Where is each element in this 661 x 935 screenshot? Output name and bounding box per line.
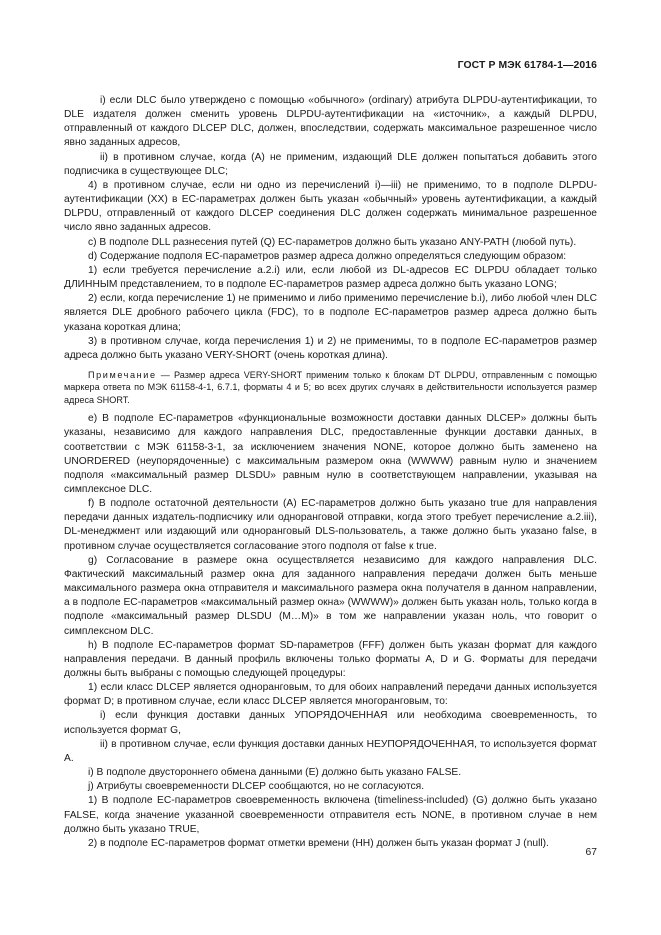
body-paragraph: h) В подполе EC-параметров формат SD-параметров (FFF) должен быть указан формат для каждого направления передачи. В данный профиль включены только форматы A, D и G. Форматы для передачи должны быть выбраны с помощью следующей процедуры:: [64, 639, 597, 679]
body-paragraph: f) В подполе остаточной деятельности (A) EC-параметров должно быть указано true для направления передачи данных издатель-подписчику или одноранговой отправки, когда этого требует перечисление a.2.iii), DL-менеджмент или издающий или одноранговый DLS-пользователь, а также должно быть указано false, в противном случае осуществляется согласование этого подполя от false к true.: [64, 498, 597, 552]
body-paragraph: 3) в противном случае, когда перечисления 1) и 2) не применимы, то в подполе EC-параметров размер адреса должно быть указано VERY-SHORT (очень короткая длина).: [64, 335, 597, 361]
body-paragraph: i) если DLC было утверждено с помощью «обычного» (ordinary) атрибута DLPDU-аутентификации, то DLE издателя должен сменить уровень DLPDU-аутентификации на «источник», а каждый DLPDU, отправленный от каждого DLCEP DLC, должен, впоследствии, содержать максимальное разрешенное число явно заданных адресов,: [64, 95, 597, 149]
body-paragraph: e) В подполе EC-параметров «функциональные возможности доставки данных DLCEP» должны быть указаны, независимо для каждого направления DLC, предоставленные функции доставки данных, в соответствии с МЭК 61158-3-1, за исключением значения NONE, которое должно быть заменено на UNORDERED (неупорядоченные) с максимальным размером окна (WWWW) равным нулю и значением подполя «максимальный размер DLSDU» равным нулю в соответствующем направлении, указывая на симплексное DLC.: [64, 413, 597, 495]
page-number: 67: [585, 847, 597, 858]
note-paragraph: [64, 369, 597, 406]
document-body: [64, 94, 597, 851]
body-paragraph: i) если функция доставки данных УПОРЯДОЧЕННАЯ или необходима своевременность, то используется формат G,: [64, 710, 597, 736]
body-paragraph: ii) в противном случае, если функция доставки данных НЕУПОРЯДОЧЕННАЯ, то используется формат A.: [64, 738, 597, 764]
body-paragraph: d) Содержание подполя EC-параметров размер адреса должно определяться следующим образом:: [88, 250, 567, 262]
note-label: Примечание: [88, 369, 157, 380]
body-paragraph: 1) если класс DLCEP является одноранговым, то для обоих направлений передачи данных используется формат D; в противном случае, если класс DLCEP является многоранговым, то:: [64, 682, 597, 708]
body-paragraph: ii) в противном случае, когда (A) не применим, издающий DLE должен попытаться добавить этого подписчика в существующее DLC;: [64, 151, 597, 177]
body-paragraph: g) Согласование в размере окна осуществляется независимо для каждого направления DLC. Фактический максимальный размер окна для заданного направления передачи должен быть меньше максимального размера окна отправителя и максимального размера окна получателя в данном направлении, а в подполе EC-параметров «максимальный размер окна» (WWWW)» должен быть указан ноль, только когда в подполе «максимальный размер DLSDU (M…M)» в том же направлении указан ноль, что говорит о симплексном DLC.: [64, 554, 597, 637]
body-paragraph: 1) В подполе EC-параметров своевременность включена (timeliness-included) (G) должно быть указано FALSE, когда значение указанной своевременности отправителя есть NONE, в противном случае в нем должно быть указано TRUE,: [64, 795, 597, 835]
note-text: — Размер адреса VERY-SHORT применим только к блокам DT DLPDU, отправленным с помощью маркера ответа по МЭК 61158-4-1, 6.7.1, форматы 4 и 5; во всех других случаях в действительности используется размер адреса SHORT.: [64, 369, 597, 405]
document-header: ГОСТ Р МЭК 61784-1—2016: [457, 60, 597, 71]
body-paragraph: j) Атрибуты своевременности DLCEP сообщаются, но не согласуются.: [88, 781, 425, 793]
body-paragraph: 1) если требуется перечисление a.2.i) или, если любой из DL-адресов EC DLPDU обладает только ДЛИННЫМ представлением, то в подполе EC-параметров размер адреса должно быть указано LONG;: [64, 264, 597, 291]
body-paragraph: 2) если, когда перечисление 1) не применимо и либо применимо перечисление b.i), либо любой член DLC является DLE дробного рабочего цикла (FDC), то в подполе EC-параметров размер адреса должно быть указана короткая длина;: [64, 293, 597, 333]
body-paragraph: c) В подполе DLL разнесения путей (Q) EC-параметров должно быть указано ANY-PATH (любой путь).: [88, 236, 577, 248]
body-paragraph: i) В подполе двустороннего обмена данными (E) должно быть указано FALSE.: [88, 767, 462, 779]
body-paragraph: 4) в противном случае, если ни одно из перечислений i)—iii) не применимо, то в подполе DLPDU-аутентификации (XX) в EC-параметрах должен быть указан «обычный» уровень аутентификации, а каждый DLPDU, отправленный от каждого DLCEP соединения DLC должен содержать минимальное разрешенное число явно заданных адресов.: [64, 179, 597, 234]
body-paragraph: 2) в подполе EC-параметров формат отметки времени (HH) должен быть указан формат J (null).: [88, 837, 549, 849]
